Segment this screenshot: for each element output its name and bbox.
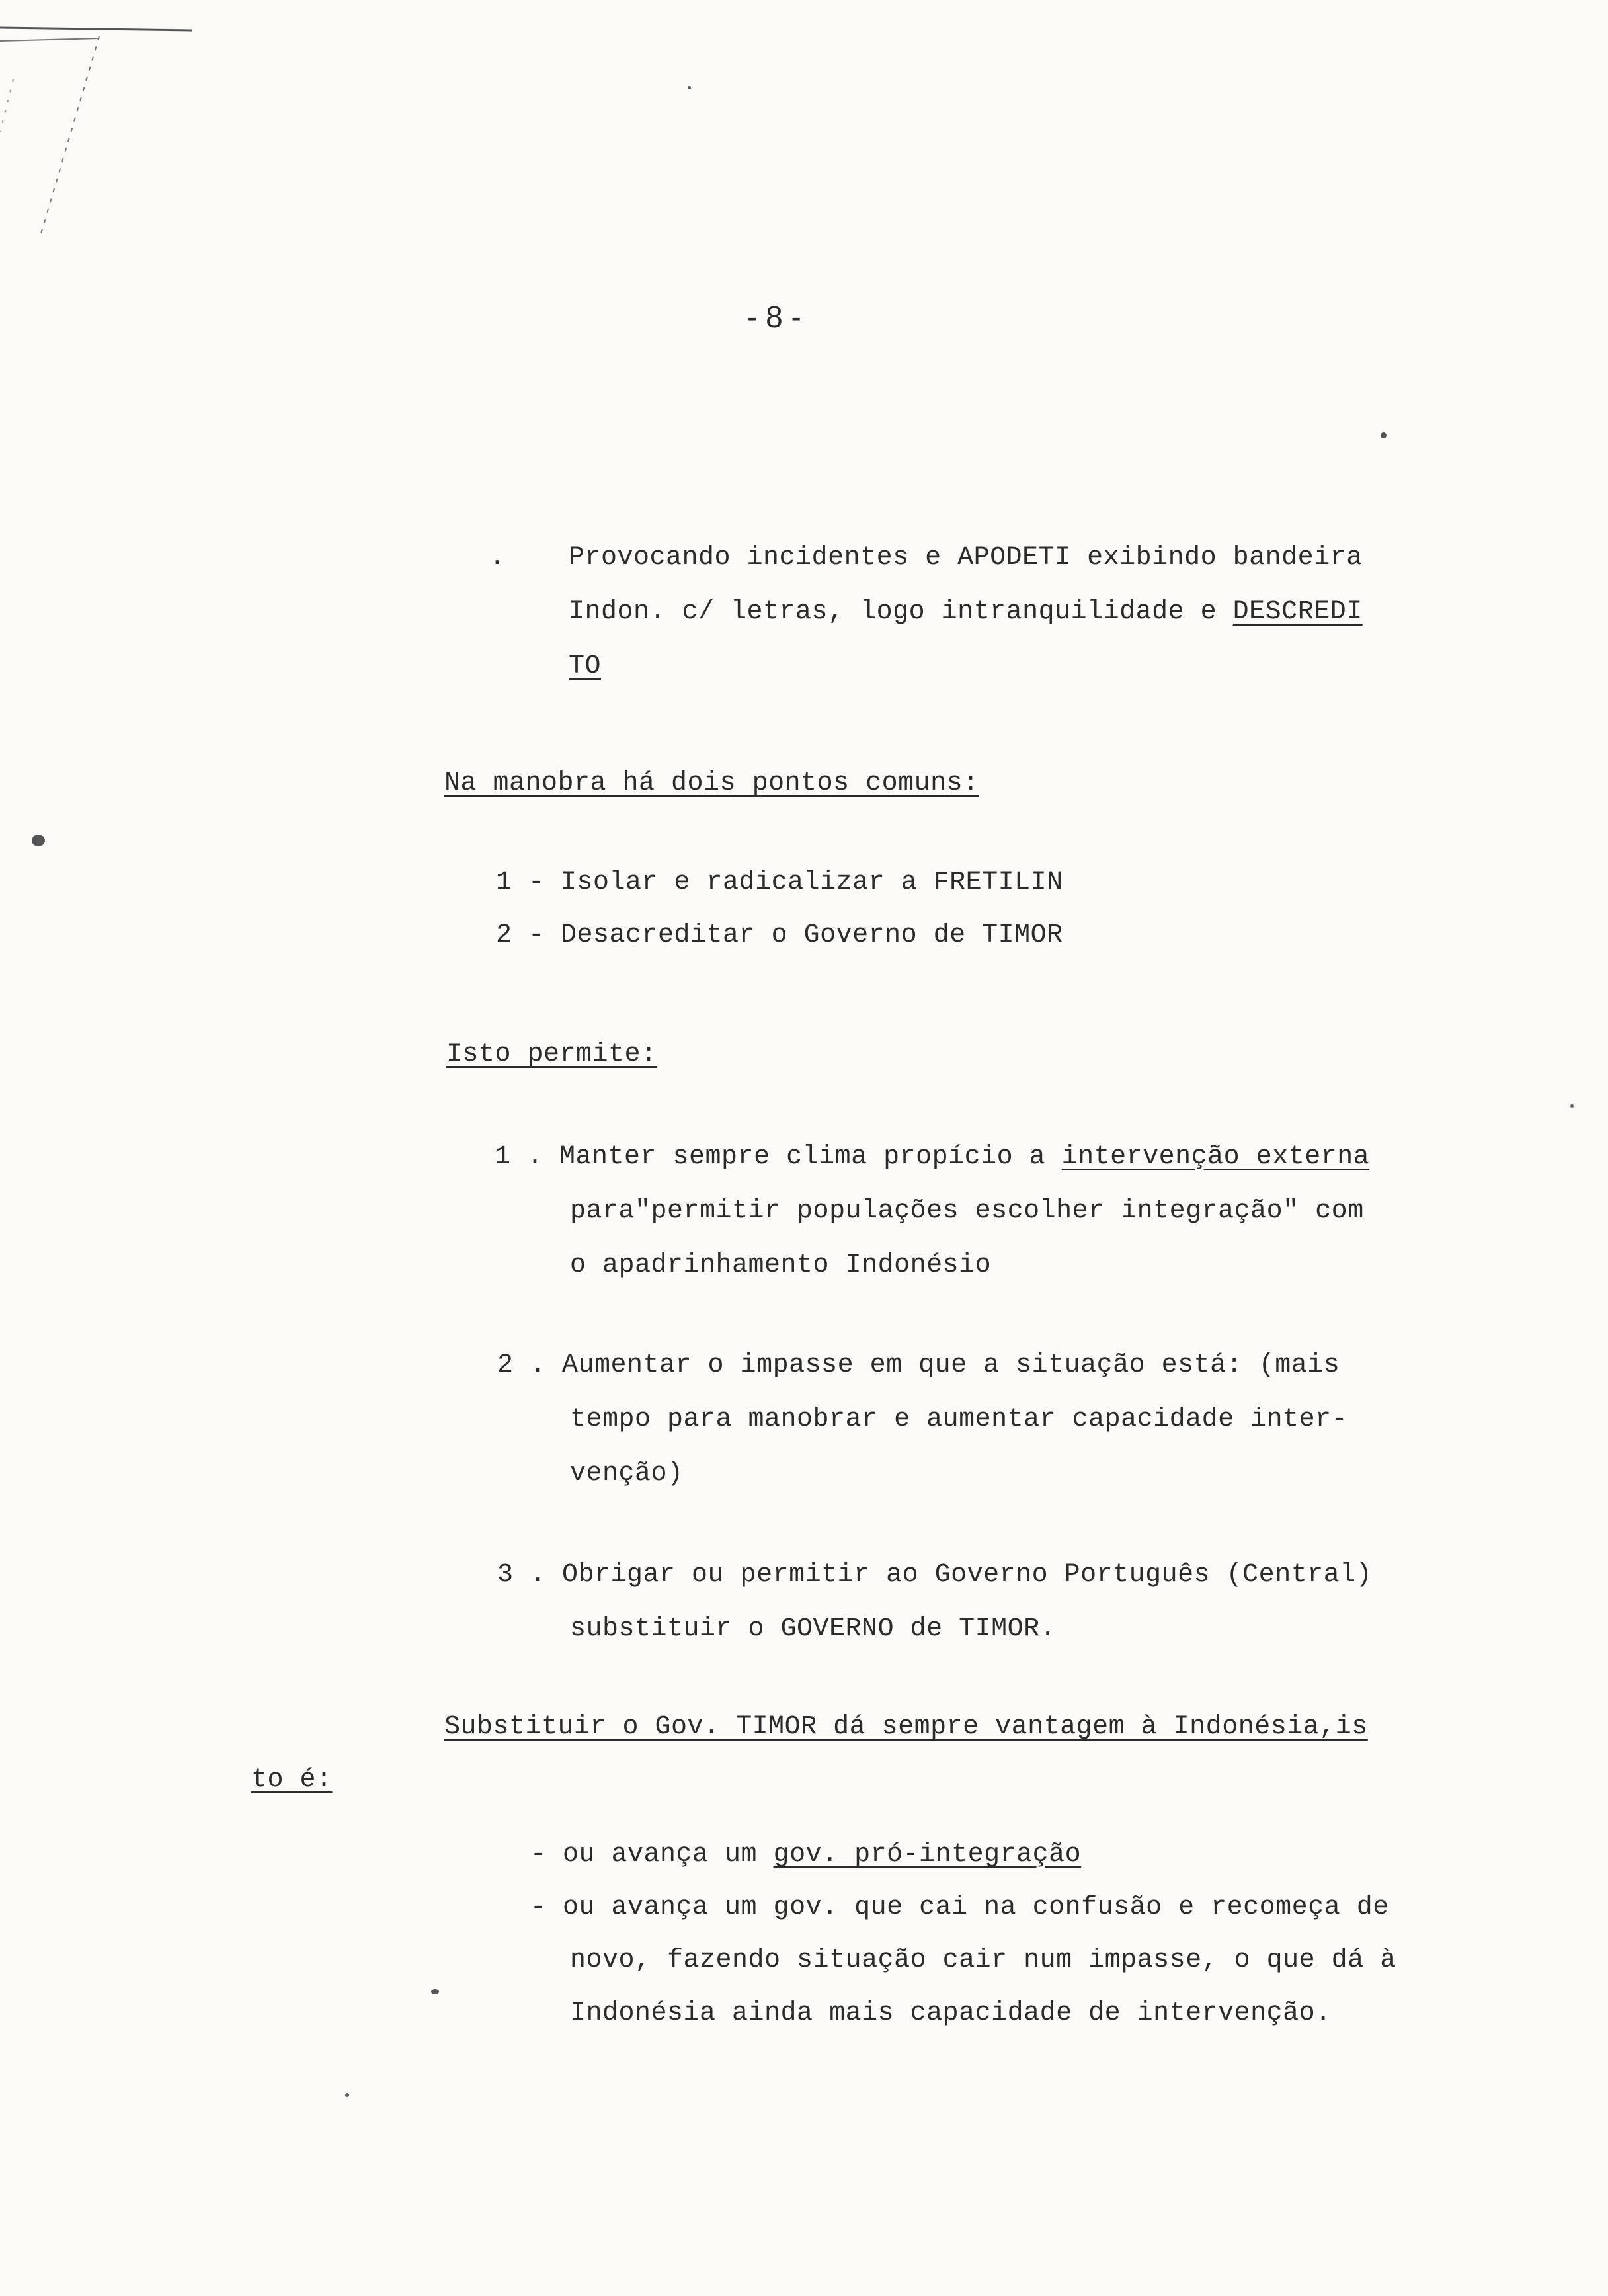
section-heading-substituir-cont: to é: — [251, 1765, 333, 1795]
dash-item-2-line-2: novo, fazendo situação cair num impasse, o que dá à — [570, 1946, 1396, 1975]
dash-item-2-line-3: Indonésia ainda mais capacidade de intervenção. — [570, 1998, 1332, 2028]
scan-speck — [688, 86, 691, 89]
numbered-item-3-line-1: 3 . Obrigar ou permitir ao Governo Português (Central) — [497, 1560, 1373, 1590]
numbered-item-1-line-1: 1 . Manter sempre clima propício a intervenção externa — [495, 1142, 1370, 1172]
underlined-descredito-a: DESCREDI — [1232, 597, 1363, 627]
section-heading-isto-permite: Isto permite: — [446, 1040, 657, 1069]
dash-item-1: - ou avança um gov. pró-integração — [530, 1840, 1082, 1869]
bullet-line-2: Indon. c/ letras, logo intranquilidade e DESCREDI — [569, 597, 1363, 627]
scan-speck — [1570, 1104, 1574, 1108]
list-item: 1 - Isolar e radicalizar a FRETILIN — [496, 868, 1063, 897]
section-heading-manobra: Na manobra há dois pontos comuns: — [444, 768, 979, 798]
scan-speck — [1381, 432, 1387, 438]
bullet-marker: . — [489, 543, 506, 573]
list-item: 2 - Desacreditar o Governo de TIMOR — [496, 921, 1063, 950]
dash-item-2-line-1: - ou avança um gov. que cai na confusão e recomeça de — [530, 1893, 1389, 1922]
page-number: - 8 - — [747, 300, 801, 334]
bullet-line-1: Provocando incidentes e APODETI exibindo bandeira — [569, 543, 1363, 573]
numbered-item-1-line-3: o apadrinhamento Indonésio — [570, 1250, 992, 1280]
underlined-gov-pro-integracao: gov. pró-integração — [773, 1840, 1082, 1869]
underlined-descredito-b: TO — [569, 651, 602, 681]
section-heading-substituir: Substituir o Gov. TIMOR dá sempre vantagem à Indonésia,is — [444, 1712, 1368, 1742]
scan-speck — [345, 2093, 349, 2097]
underlined-intervencao-externa: intervenção externa — [1061, 1142, 1370, 1172]
numbered-item-2-line-1: 2 . Aumentar o impasse em que a situação está: (mais — [497, 1350, 1340, 1380]
numbered-item-1-line-2: para"permitir populações escolher integração" com — [570, 1196, 1364, 1226]
numbered-item-2-line-3: venção) — [570, 1459, 684, 1489]
scan-speck — [32, 835, 45, 846]
numbered-item-3-line-2: substituir o GOVERNO de TIMOR. — [570, 1614, 1057, 1644]
numbered-item-2-line-2: tempo para manobrar e aumentar capacidade inter- — [570, 1405, 1348, 1434]
scan-speck — [431, 1989, 439, 1994]
